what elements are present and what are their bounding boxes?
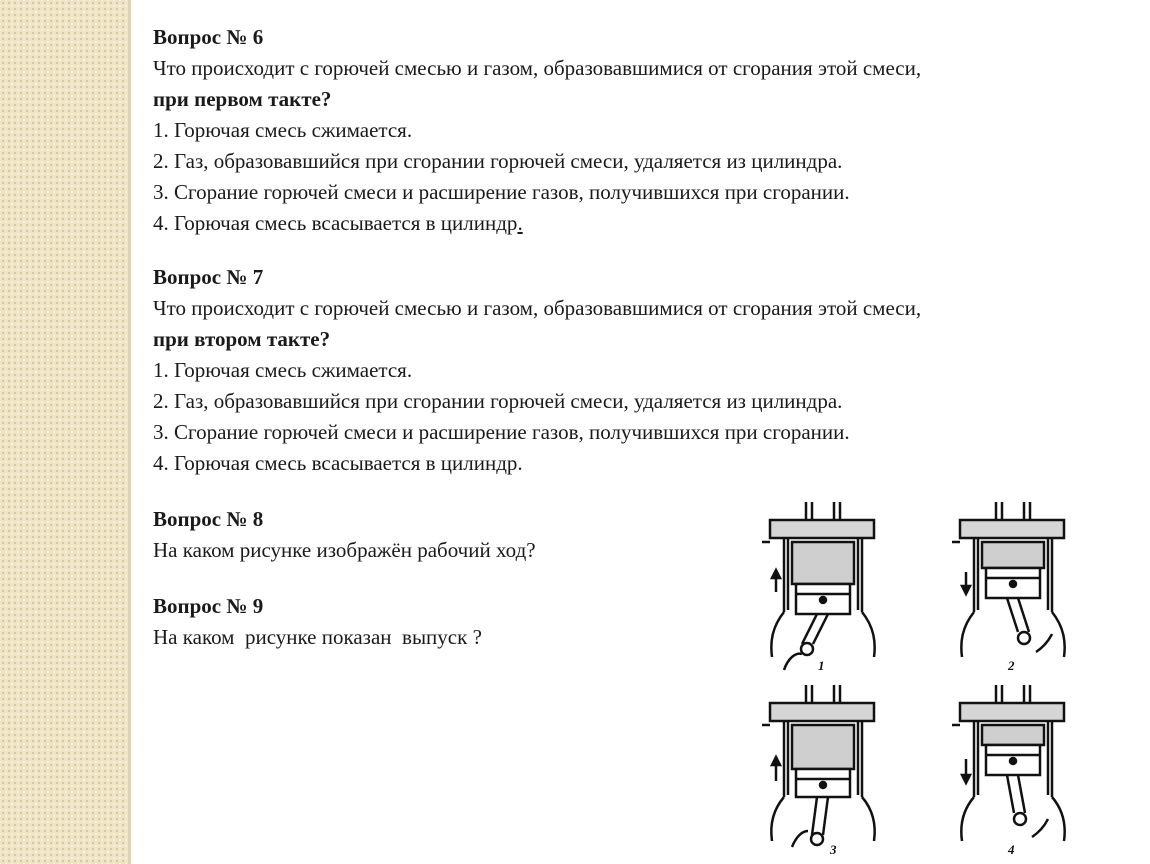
question-6-title: Вопрос № 6 <box>153 25 264 49</box>
question-9-title: Вопрос № 9 <box>153 594 264 618</box>
question-6-option-4-text: 4. Горючая смесь всасывается в цилиндр <box>153 211 518 235</box>
spacer <box>153 239 1113 262</box>
question-6-option-2: 2. Газ, образовавшийся при сгорании горючей смеси, удаляется из цилиндра. <box>153 149 843 173</box>
question-8-prompt: На каком рисунке изображён рабочий ход? <box>153 538 536 562</box>
engine-strokes-figure <box>752 480 1112 864</box>
engine-cylinder-icon-3 <box>762 685 887 855</box>
figure-label-3: 3 <box>830 842 837 857</box>
engine-cylinder-icon-4 <box>952 685 1077 855</box>
question-9-prompt: На каком рисунке показан выпуск ? <box>153 625 482 649</box>
question-6-prompt: Что происходит с горючей смесью и газом, образовавшимися от сгорания этой смеси, <box>153 56 922 80</box>
side-strip-edge <box>128 0 131 864</box>
question-7-option-3: 3. Сгорание горючей смеси и расширение газов, получившихся при сгорании. <box>153 420 850 444</box>
question-6-option-3: 3. Сгорание горючей смеси и расширение газов, получившихся при сгорании. <box>153 180 850 204</box>
figure-label-1: 1 <box>818 658 825 673</box>
engine-cylinder-icon-1 <box>762 502 887 672</box>
question-7-option-2: 2. Газ, образовавшийся при сгорании горючей смеси, удаляется из цилиндра. <box>153 389 843 413</box>
question-6-prompt-bold: при первом такте? <box>153 87 332 111</box>
question-7-title: Вопрос № 7 <box>153 265 264 289</box>
question-6-option-4 <box>153 208 1113 239</box>
figure-label-2: 2 <box>1008 658 1015 673</box>
question-7-option-4: 4. Горючая смесь всасывается в цилиндр. <box>153 451 523 475</box>
decorative-side-strip <box>0 0 128 864</box>
question-6-option-1: 1. Горючая смесь сжимается. <box>153 118 413 142</box>
question-7 <box>153 262 1113 479</box>
question-6-option-4-period: . <box>517 211 523 235</box>
engine-cylinder-icon-2 <box>952 502 1077 672</box>
question-7-prompt: Что происходит с горючей смесью и газом, образовавшимися от сгорания этой смеси, <box>153 296 922 320</box>
question-7-option-1: 1. Горючая смесь сжимается. <box>153 358 413 382</box>
question-7-prompt-bold: при втором такте? <box>153 327 331 351</box>
question-6 <box>153 22 1113 239</box>
question-8-title: Вопрос № 8 <box>153 507 264 531</box>
figure-label-4: 4 <box>1008 842 1015 857</box>
